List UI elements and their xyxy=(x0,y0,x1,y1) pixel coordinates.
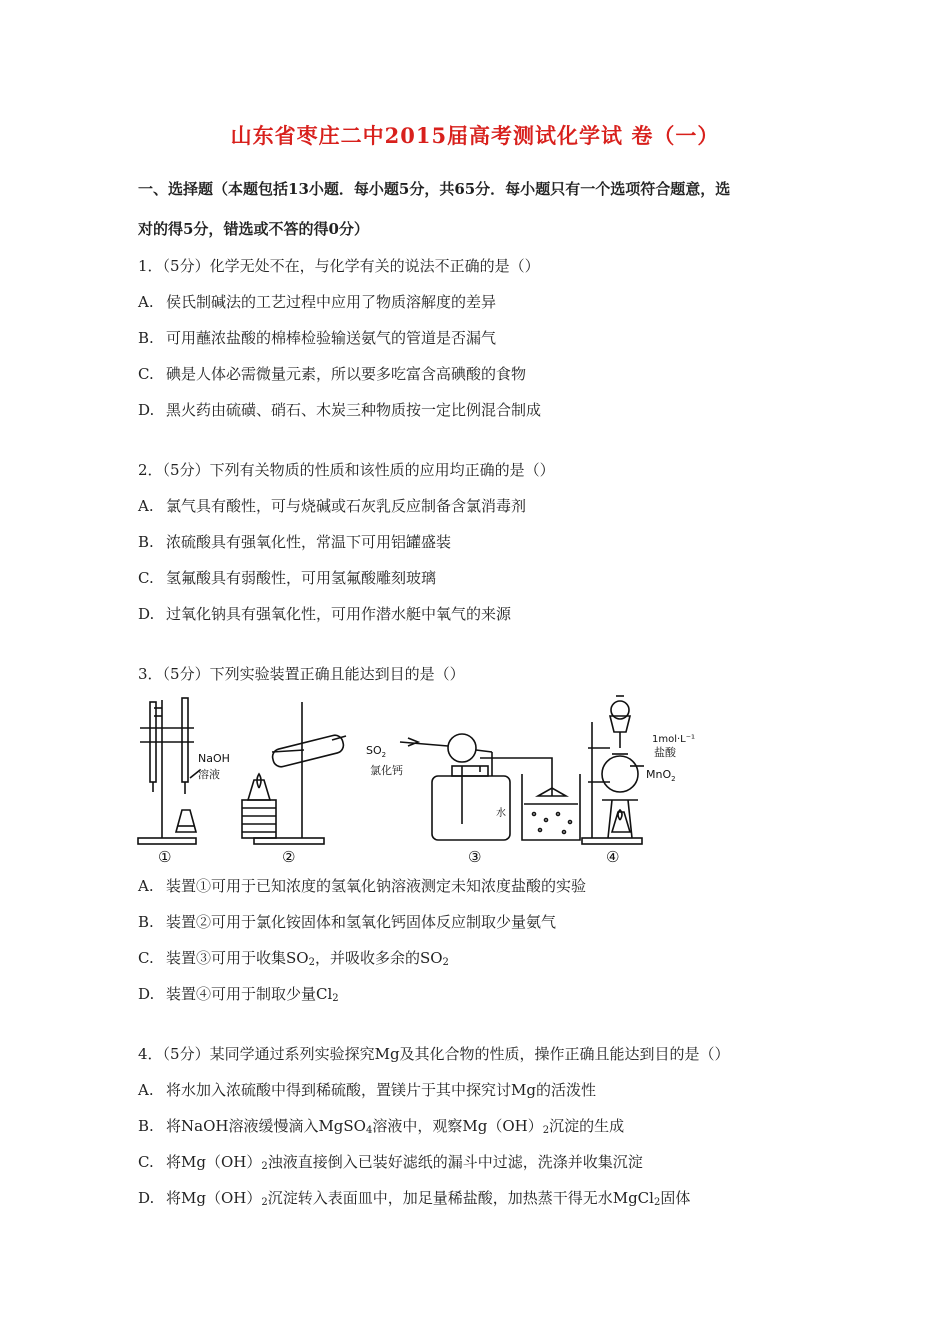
option-letter: A. xyxy=(138,497,154,515)
label-so2 xyxy=(366,744,386,759)
option-letter: B. xyxy=(138,1117,154,1135)
option-letter: A. xyxy=(138,293,154,311)
option-text: 氯气具有酸性，可与烧碱或石灰乳反应制备含氯消毒剂 xyxy=(166,497,527,515)
option-letter: C. xyxy=(138,569,154,587)
option-text: 将水加入浓硫酸中得到稀硫酸，置镁片于其中探究讨Mg的活泼性 xyxy=(166,1081,596,1099)
q4-option-d xyxy=(138,1187,690,1208)
option-text: 氢氟酸具有弱酸性，可用氢氟酸雕刻玻璃 xyxy=(166,569,437,587)
question-1-stem: 1．（5分）化学无处不在，与化学有关的说法不正确的是（） xyxy=(138,257,540,275)
option-letter: C. xyxy=(138,1153,154,1171)
page-title: 山东省枣庄二中2015届高考测试化学试 卷（一） xyxy=(230,123,720,148)
option-letter: B. xyxy=(138,533,154,551)
section-header-line1: 一、选择题（本题包括13小题．每小题5分，共65分．每小题只有一个选项符合题意，选 xyxy=(138,180,731,198)
q3-option-a xyxy=(138,875,586,896)
option-text: 过氧化钠具有强氧化性，可用作潜水艇中氧气的来源 xyxy=(166,605,512,623)
q3-option-c xyxy=(138,947,449,968)
label-apparatus-4: ④ xyxy=(606,848,620,864)
q1-option-d xyxy=(138,399,541,420)
subscript: 2 xyxy=(653,1197,661,1208)
apparatus-2-heating-tube xyxy=(242,702,346,844)
q1-option-b xyxy=(138,327,496,348)
option-text: 浊液直接倒入已装好滤纸的漏斗中过滤，洗涤并收集沉淀 xyxy=(267,1153,643,1171)
apparatus-4-chlorine-generator xyxy=(582,696,644,844)
q1-option-c xyxy=(138,363,526,384)
option-letter: D. xyxy=(138,985,155,1003)
apparatus-drawing xyxy=(132,692,752,864)
option-letter: B. xyxy=(138,329,154,347)
option-text: 黑火药由硫磺、硝石、木炭三种物质按一定比例混合制成 xyxy=(166,401,542,419)
subscript: 2 xyxy=(542,1125,550,1136)
option-text: 将Mg（OH） xyxy=(166,1153,262,1171)
q4-option-b xyxy=(138,1115,624,1136)
option-text: 侯氏制碱法的工艺过程中应用了物质溶解度的差异 xyxy=(166,293,497,311)
option-text: 装置④可用于制取少量Cl xyxy=(166,985,333,1003)
question-2-stem: 2．（5分）下列有关物质的性质和该性质的应用均正确的是（） xyxy=(138,461,555,479)
option-text: 沉淀的生成 xyxy=(549,1117,625,1135)
subscript: 2 xyxy=(261,1197,268,1208)
label-naoh: NaOH xyxy=(198,752,230,765)
q2-option-c xyxy=(138,567,436,588)
so2-subscript: 2 xyxy=(381,751,387,759)
option-text: 碘是人体必需微量元素，所以要多吃富含高碘酸的食物 xyxy=(166,365,527,383)
so2-text: SO xyxy=(366,744,382,757)
option-text: 装置①可用于已知浓度的氢氧化钠溶液测定未知浓度盐酸的实验 xyxy=(166,877,587,895)
option-letter: D. xyxy=(138,605,155,623)
label-mno2 xyxy=(646,768,676,783)
subscript: 2 xyxy=(261,1161,268,1172)
label-apparatus-2: ② xyxy=(282,848,296,864)
apparatus-1-burette xyxy=(138,698,200,844)
q4-option-c xyxy=(138,1151,643,1172)
apparatus-3-collection xyxy=(400,734,580,840)
label-cacl2: 氯化钙 xyxy=(370,764,403,777)
option-text: 可用蘸浓盐酸的棉棒检验输送氨气的管道是否漏气 xyxy=(166,329,497,347)
question-3-stem: 3．（5分）下列实验装置正确且能达到目的是（） xyxy=(138,665,465,683)
option-text: ，并吸收多余的SO xyxy=(314,949,443,967)
subscript: 2 xyxy=(308,957,315,968)
label-solution: 溶液 xyxy=(198,768,220,781)
q2-option-b xyxy=(138,531,451,552)
option-letter: C. xyxy=(138,949,154,967)
section-header-line2: 对的得5分，错选或不答的得0分） xyxy=(138,220,369,238)
option-text: 固体 xyxy=(660,1189,691,1207)
option-text: 沉淀转入表面皿中，加足量稀盐酸，加热蒸干得无水MgCl xyxy=(267,1189,654,1207)
label-water: 水 xyxy=(496,808,506,819)
option-letter: C. xyxy=(138,365,154,383)
subscript: 2 xyxy=(332,993,339,1004)
label-apparatus-1: ① xyxy=(158,848,172,864)
option-text: 溶液中，观察Mg（OH） xyxy=(372,1117,543,1135)
mno2-subscript: 2 xyxy=(671,775,676,783)
option-letter: D. xyxy=(138,1189,155,1207)
q4-option-a xyxy=(138,1079,596,1100)
option-text: 将NaOH溶液缓慢滴入MgSO xyxy=(166,1117,366,1135)
label-apparatus-3: ③ xyxy=(468,848,482,864)
q3-option-d xyxy=(138,983,339,1004)
label-hcl: 盐酸 xyxy=(654,746,676,759)
option-text: 浓硫酸具有强氧化性，常温下可用铝罐盛装 xyxy=(166,533,452,551)
q2-option-d xyxy=(138,603,511,624)
subscript: 2 xyxy=(442,957,449,968)
option-text: 将Mg（OH） xyxy=(166,1189,262,1207)
label-concentration: 1mol·L⁻¹ xyxy=(652,734,696,745)
option-letter: A. xyxy=(138,1081,154,1099)
question-4-stem: 4．（5分）某同学通过系列实验探究Mg及其化合物的性质，操作正确且能达到目的是（） xyxy=(138,1045,730,1063)
option-text: 装置③可用于收集SO xyxy=(166,949,309,967)
option-letter: B. xyxy=(138,913,154,931)
option-letter: A. xyxy=(138,877,154,895)
q3-option-b xyxy=(138,911,556,932)
option-letter: D. xyxy=(138,401,155,419)
q1-option-a xyxy=(138,291,496,312)
option-text: 装置②可用于氯化铵固体和氢氧化钙固体反应制取少量氨气 xyxy=(166,913,557,931)
q2-option-a xyxy=(138,495,526,516)
mno2-text: MnO xyxy=(646,768,672,781)
subscript: 4 xyxy=(365,1125,373,1136)
apparatus-figure xyxy=(132,692,752,864)
